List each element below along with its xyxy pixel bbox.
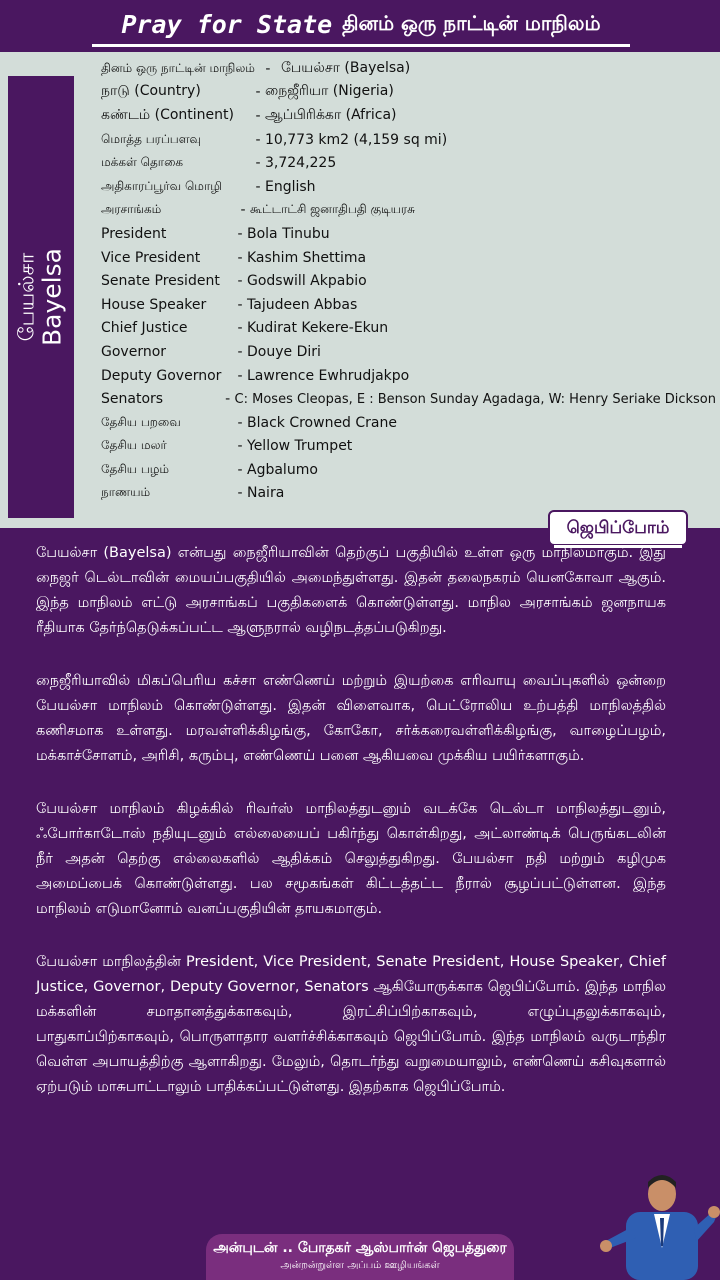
info-label: Senators — [101, 391, 164, 408]
info-label: அதிகாரப்பூர்வ மொழி — [101, 178, 223, 193]
info-row — [101, 435, 716, 459]
info-separator: - — [237, 296, 243, 313]
pastor-portrait — [596, 1168, 720, 1280]
article-body — [36, 541, 666, 1128]
info-row — [101, 104, 716, 128]
footer-name: அன்புடன் .. போதகர் ஆஸ்பார்ன் ஜெபத்துரை — [213, 1240, 507, 1256]
paragraph: நைஜீரியாவில் மிகப்பெரிய கச்சா எண்ணெய் மற்றும் இயற்கை எரிவாயு வைப்புகளில் ஒன்றை பேயல்சா மாநிலம் கொண்டுள்ளது. இதன் விளைவாக, பெட்ரோலிய உற்பத்தி மாநிலத்தில் கணிசமாக உள்ளது. மரவள்ளிக்கிழங்கு, கோகோ, சர்க்கரைவள்ளிக்கிழங்கு, வாழைப்பழம், மக்காச்சோளம், அரிசி, கரும்பு, எண்ணெய் பனை ஆகியவை முக்கிய பயிர்களாகும். — [36, 673, 666, 764]
title-tamil: தினம் ஒரு நாட்டின் மாநிலம் — [342, 10, 601, 35]
info-separator: - — [237, 320, 243, 337]
info-separator: - — [237, 249, 243, 266]
info-label: நாடு (Country) — [101, 83, 201, 100]
info-value: Lawrence Ewhrudjakpo — [247, 367, 410, 384]
info-label: Chief Justice — [101, 320, 188, 337]
info-row — [101, 482, 716, 506]
info-value: Yellow Trumpet — [247, 438, 353, 455]
info-table — [101, 57, 716, 505]
info-separator: - — [255, 131, 261, 148]
info-value: Tajudeen Abbas — [247, 296, 358, 313]
info-separator: - — [240, 202, 246, 219]
info-value: English — [265, 178, 316, 195]
info-row — [101, 293, 716, 317]
info-separator: - — [255, 178, 261, 195]
info-value: Godswill Akpabio — [247, 273, 367, 290]
info-label: தினம் ஒரு நாட்டின் மாநிலம் — [101, 60, 255, 75]
info-label: மக்கள் தொகை — [101, 155, 184, 170]
info-row — [101, 81, 716, 105]
info-label: Vice President — [101, 249, 201, 266]
info-value: கூட்டாட்சி ஜனாதிபதி குடியரசு — [250, 202, 415, 217]
info-value: Agbalumo — [247, 461, 318, 478]
info-label: கண்டம் (Continent) — [101, 106, 234, 123]
pray-badge-label: ஜெபிப்போம் — [548, 510, 688, 546]
info-label: President — [101, 225, 167, 242]
info-value: C: Moses Cleopas, E : Benson Sunday Agadaga, W: Henry Seriake Dickson — [234, 391, 716, 407]
info-separator: - — [237, 461, 243, 478]
info-value: ஆப்பிரிக்கா (Africa) — [265, 106, 397, 123]
info-separator: - — [237, 225, 243, 242]
info-row — [101, 411, 716, 435]
info-label: Governor — [101, 343, 167, 360]
info-separator: - — [237, 438, 243, 455]
info-row — [101, 317, 716, 341]
state-name-vertical — [16, 248, 67, 346]
info-row — [101, 128, 716, 152]
info-label: House Speaker — [101, 296, 207, 313]
info-label: Senate President — [101, 273, 220, 290]
info-row — [101, 458, 716, 482]
info-row — [101, 199, 716, 223]
info-row — [101, 340, 716, 364]
info-value: Douye Diri — [247, 343, 321, 360]
footer-signature — [206, 1234, 514, 1280]
paragraph: பேயல்சா (Bayelsa) என்பது நைஜீரியாவின் தெற்குப் பகுதியில் உள்ள ஒரு மாநிலமாகும். இது நைஜர் டெல்டாவின் மையப்பகுதியில் அமைந்துள்ளது. இதன் தலைநகரம் யெனகோவா ஆகும். இந்த மாநிலம் எட்டு அரசாங்கப் பகுதிகளைக் கொண்டுள்ளது. மாநில அரசாங்கம் ஜனநாயக ரீதியாக தேர்ந்தெடுக்கப்பட்ட ஆளுநரால் வழிநடத்தப்படுகிறது. — [36, 545, 666, 636]
info-row — [101, 364, 716, 388]
page-title — [92, 4, 630, 47]
info-value: 10,773 km2 (4,159 sq mi) — [265, 131, 448, 148]
info-row — [101, 175, 716, 199]
state-name-tamil: பேயல்சா — [14, 252, 39, 342]
info-row — [101, 57, 716, 81]
info-separator: - — [265, 60, 271, 77]
info-label: நாணயம் — [101, 485, 151, 500]
info-label: மொத்த பரப்பளவு — [101, 131, 202, 146]
info-separator: - — [237, 414, 243, 431]
info-value: பேயல்சா (Bayelsa) — [280, 59, 411, 76]
title-english: Pray for State — [121, 9, 333, 39]
info-row — [101, 246, 716, 270]
info-row — [101, 151, 716, 175]
info-row — [101, 222, 716, 246]
info-value: Naira — [247, 485, 285, 502]
footer-ministry: அன்றன்றுள்ள அப்பம் ஊழியங்கள் — [280, 1260, 440, 1271]
info-label: தேசிய மலர் — [101, 438, 167, 453]
info-separator: - — [237, 367, 243, 384]
info-value: Kudirat Kekere-Ekun — [247, 320, 389, 337]
info-separator: - — [255, 155, 261, 172]
state-name-english: Bayelsa — [37, 248, 67, 346]
info-value: Bola Tinubu — [247, 225, 330, 242]
info-separator: - — [237, 485, 243, 502]
info-value: Black Crowned Crane — [247, 414, 397, 431]
info-separator: - — [255, 107, 261, 124]
info-label: அரசாங்கம் — [101, 202, 162, 217]
info-value: Kashim Shettima — [247, 249, 367, 266]
info-label: தேசிய பறவை — [101, 414, 181, 429]
info-value: 3,724,225 — [265, 155, 337, 172]
info-separator: - — [237, 273, 243, 290]
info-label: Deputy Governor — [101, 367, 222, 384]
info-separator: - — [225, 391, 231, 408]
paragraph: பேயல்சா மாநிலத்தின் President, Vice President, Senate President, House Speaker, Chief Justice, Governor, Deputy Governor, Senators ஆகியோருக்காக ஜெபிப்போம். இந்த மாநில மக்களின் சமாதானத்துக்காகவும், இரட்சிப்பிற்காகவும், எழுப்புதலுக்காகவும், பாதுகாப்பிற்காகவும், பொருளாதார வளர்ச்சிக்காகவும் ஜெபிப்போம். இந்த மாநிலம் வருடாந்திர வெள்ள அபாயத்திற்கு ஆளாகிறது. மேலும், தொடர்ந்து வறுமையாலும், எண்ணெய் கசிவுகளால் ஏற்படும் மாசுபாட்டாலும் பாதிக்கப்பட்டுள்ளது. இதற்காக ஜெபிப்போம். — [36, 954, 666, 1095]
paragraph: பேயல்சா மாநிலம் கிழக்கில் ரிவர்ஸ் மாநிலத்துடனும் வடக்கே டெல்டா மாநிலத்துடனும், ஃபோர்காடோஸ் நதியுடனும் எல்லையைப் பகிர்ந்து கொள்கிறது, அட்லாண்டிக் பெருங்கடலின் நீர் அதன் தெற்கு எல்லைகளில் ஆதிக்கம் செலுத்துகிறது. பேயல்சா நதி மற்றும் கழிமுக அமைப்பைக் கொண்டுள்ளது. பல சமூகங்கள் கிட்டத்தட்ட நீரால் சூழப்பட்டுள்ளன. இந்த மாநிலம் எடுமானோம் வனப்பகுதியின் தாயகமாகும். — [36, 801, 666, 917]
info-value: நைஜீரியா (Nigeria) — [265, 83, 394, 100]
info-row — [101, 387, 716, 411]
info-separator: - — [237, 343, 243, 360]
info-label: தேசிய பழம் — [101, 461, 170, 476]
info-separator: - — [255, 84, 261, 101]
pray-badge — [548, 510, 688, 544]
info-row — [101, 269, 716, 293]
